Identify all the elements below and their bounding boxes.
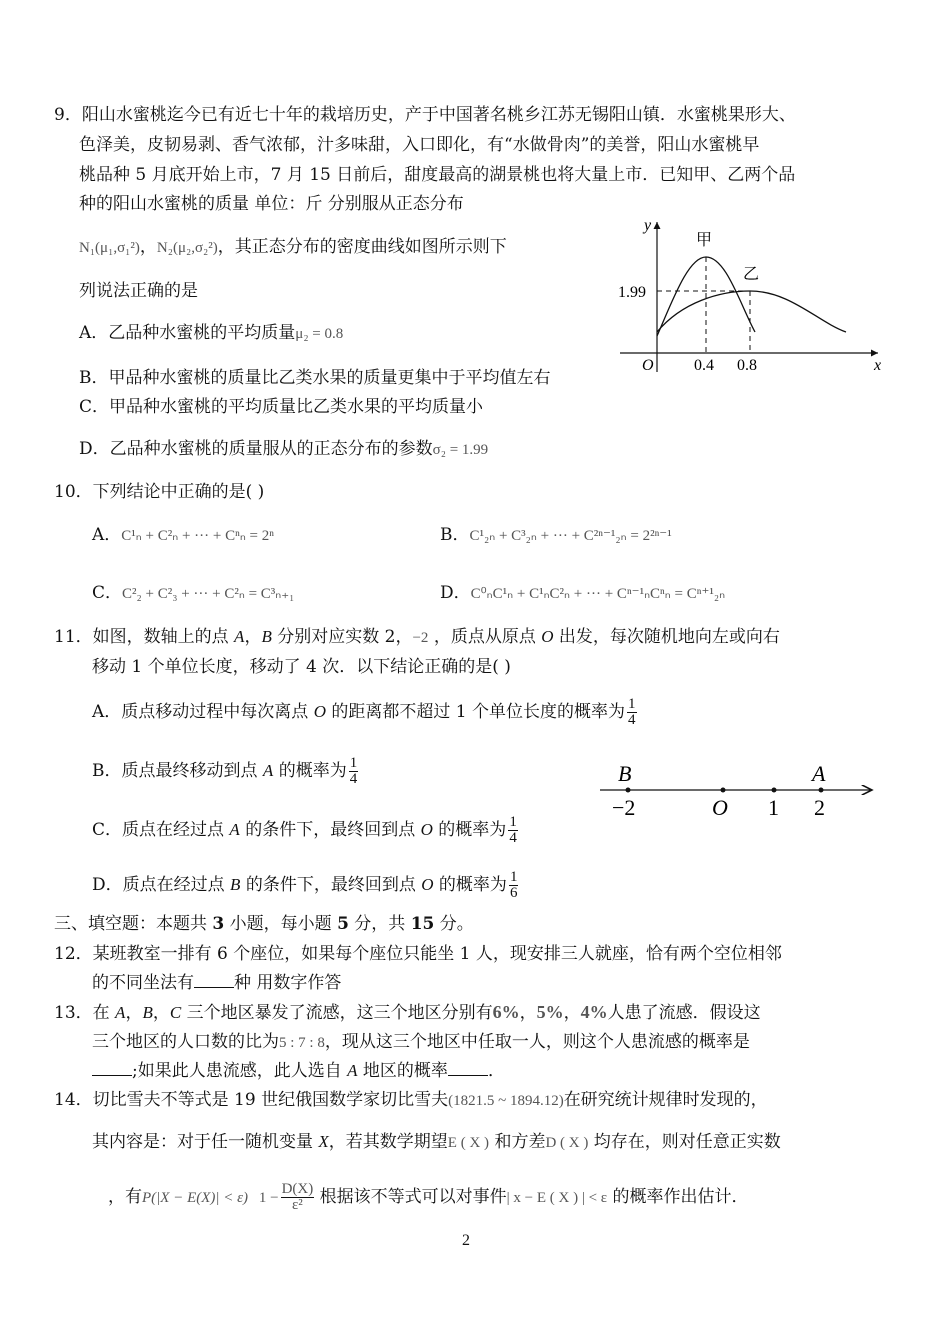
q10-option-a bbox=[92, 524, 274, 547]
q9-option-c: C．甲品种水蜜桃的平均质量比乙类水果的平均质量小 bbox=[79, 397, 484, 417]
q14-l2b: ，若其数学期望 bbox=[328, 1132, 448, 1152]
q13-p2: 5% bbox=[536, 1002, 564, 1022]
q9-option-d bbox=[79, 438, 488, 461]
q13-l2a: 三个地区的人口数的比为 bbox=[92, 1032, 279, 1052]
q14-X: X bbox=[318, 1132, 329, 1151]
q10-option-d bbox=[440, 582, 725, 605]
q14-line3 bbox=[108, 1182, 749, 1213]
q14-l1b: 在研究统计规律时发现的， bbox=[563, 1090, 768, 1110]
s3-n2: 5 bbox=[337, 914, 349, 934]
q14-event: | x − E ( X ) | < ε bbox=[506, 1190, 608, 1206]
q9-option-d-math: σ₂ = 1.99 bbox=[432, 442, 489, 458]
q14-ineq-num: D(X) bbox=[281, 1181, 314, 1197]
q13-line2 bbox=[92, 1031, 750, 1054]
q11-option-d bbox=[92, 870, 518, 901]
q12-line1: 12．某班教室一排有 6 个座位，如果每个座位只能坐 1 人，现安排三人就座，恰有两个空位相邻 bbox=[54, 944, 782, 964]
point-a-label: A bbox=[812, 761, 826, 786]
q12-l2b: 种 用数字作答 bbox=[234, 973, 342, 993]
page-number: 2 bbox=[462, 1232, 470, 1249]
x-tick-label-2: 0.8 bbox=[737, 357, 757, 374]
curve-1-label: 甲 bbox=[696, 232, 713, 249]
s3-c: 分，共 bbox=[348, 914, 411, 934]
q10-c-math: C²₂ + C²₃ + ··· + C²ₙ = C³ₙ₊₁ bbox=[122, 586, 295, 602]
q14-ineq-lhs: P(|X − E(X)| < ε) bbox=[142, 1190, 249, 1206]
q11-d-B: B bbox=[230, 875, 241, 894]
q10-b-math: C¹₂ₙ + C³₂ₙ + ··· + C²ⁿ⁻¹₂ₙ = 2²ⁿ⁻¹ bbox=[469, 528, 672, 544]
q11-option-c bbox=[92, 815, 518, 846]
q13-answer-blank-2[interactable] bbox=[448, 1061, 488, 1076]
q11-line2: 移动 1 个单位长度，移动了 4 次．以下结论正确的是( ) bbox=[92, 657, 511, 677]
q10-option-c bbox=[92, 582, 294, 605]
q11-option-b bbox=[92, 756, 358, 787]
x-axis-label: x bbox=[874, 357, 882, 374]
q9-line5 bbox=[79, 236, 507, 259]
tick-2: 2 bbox=[814, 795, 825, 820]
q13-p1: 6% bbox=[492, 1002, 520, 1022]
q11-d-text3: 的概率为 bbox=[433, 875, 507, 895]
q11-a-fraction bbox=[627, 697, 637, 728]
q10-a-math: C¹ₙ + C²ₙ + ··· + Cⁿₙ = 2ⁿ bbox=[121, 528, 274, 544]
q11-c-fraction bbox=[508, 815, 518, 846]
s3-n1: 3 bbox=[212, 914, 225, 934]
q11-b-fraction bbox=[349, 756, 359, 787]
q9-line3: 桃品种 5 月底开始上市，7 月 15 日前后，甜度最高的湖景桃也将大量上市．已知甲、乙两个品 bbox=[79, 165, 796, 185]
q13-l3-A: A bbox=[347, 1061, 358, 1080]
number-line-figure bbox=[596, 755, 882, 825]
q13-l1c: 人患了流感．假设这 bbox=[607, 1003, 761, 1023]
q11-B: B bbox=[261, 627, 272, 646]
point-b-dot bbox=[626, 788, 631, 793]
q11-l1c: ，质点从原点 bbox=[428, 627, 542, 647]
origin-label: O bbox=[642, 357, 654, 374]
q11-l1b: 分别对应实数 2， bbox=[271, 627, 413, 647]
s3-n3: 15 bbox=[410, 914, 435, 934]
q11-comma: ， bbox=[244, 627, 262, 647]
q9-dist2: N₂(μ₂,σ₂²) bbox=[156, 240, 218, 256]
q14-l3c: 的概率作出估计． bbox=[607, 1187, 749, 1207]
q14-l2d: 均存在，则对任意正实数 bbox=[588, 1132, 781, 1152]
q13-l3c: ． bbox=[487, 1061, 505, 1081]
q9-option-a-text: A．乙品种水蜜桃的平均质量 bbox=[79, 323, 296, 343]
q11-a-den: 4 bbox=[628, 712, 636, 728]
q10-a-label: A． bbox=[92, 525, 122, 545]
q11-b-A: A bbox=[262, 761, 274, 780]
q9-option-b: B．甲品种水蜜桃的质量比乙类水果的质量更集中于平均值左右 bbox=[79, 368, 551, 388]
section-3-heading bbox=[54, 913, 474, 935]
tick-neg2: −2 bbox=[612, 795, 636, 820]
q12-answer-blank[interactable] bbox=[194, 973, 234, 988]
q9-line1: 9．阳山水蜜桃迄今已有近七十年的栽培历史，产于中国著名桃乡江苏无锡阳山镇．水蜜桃果形大、 bbox=[54, 105, 796, 125]
q9-option-a-math: μ₂ = 0.8 bbox=[295, 326, 344, 342]
curve-2-label: 乙 bbox=[743, 266, 760, 283]
q13-p3: 4% bbox=[580, 1002, 608, 1022]
q11-b-num: 1 bbox=[349, 755, 358, 771]
q11-c-A: A bbox=[229, 820, 240, 839]
q11-b-text1: B．质点最终移动到点 bbox=[92, 761, 263, 781]
q13-answer-blank-1[interactable] bbox=[92, 1061, 132, 1076]
q11-d-den: 6 bbox=[509, 885, 518, 901]
point-o-dot bbox=[721, 788, 726, 793]
q13-line3 bbox=[92, 1060, 505, 1082]
s3-b: 小题，每小题 bbox=[224, 914, 338, 934]
q13-ratio: 5 : 7 : 8 bbox=[279, 1035, 325, 1051]
q11-a-text2: 的距离都不超过 1 个单位长度的概率为 bbox=[325, 702, 625, 722]
q9-dist1: N₁(μ₁,σ₁²) bbox=[79, 240, 140, 256]
q14-l2a: 其内容是：对于任一随机变量 bbox=[92, 1132, 319, 1152]
q10-d-math: C⁰ₙC¹ₙ + C¹ₙC²ₙ + ··· + Cⁿ⁻¹ₙCⁿₙ = Cⁿ⁺¹₂ₙ bbox=[470, 586, 726, 602]
tick-1: 1 bbox=[768, 795, 779, 820]
point-1-dot bbox=[772, 788, 777, 793]
q11-l1d: 出发，每次随机地向左或向右 bbox=[553, 627, 780, 647]
q11-O: O bbox=[541, 627, 554, 646]
q13-line1: 13．在 A，B，C 三个地区暴发了流感，这三个地区分别有6%，5%，4%人患了流感．假设这 bbox=[54, 1002, 761, 1023]
s3-d: 分。 bbox=[434, 914, 474, 934]
q11-line1 bbox=[54, 626, 780, 649]
q13-l3a: ;如果此人患流感，此人选自 bbox=[132, 1061, 348, 1081]
q11-l1a: 11．如图，数轴上的点 bbox=[54, 627, 235, 647]
q14-EX: E ( X ) bbox=[447, 1135, 490, 1151]
q11-d-num: 1 bbox=[509, 869, 518, 885]
q14-ineq-fraction bbox=[281, 1182, 315, 1213]
q11-b-text2: 的概率为 bbox=[273, 761, 347, 781]
y-tick-label: 1.99 bbox=[618, 284, 646, 301]
q11-A: A bbox=[234, 627, 245, 646]
q10-d-label: D． bbox=[440, 583, 471, 603]
q14-l3a: ，有 bbox=[108, 1187, 142, 1207]
q11-option-a bbox=[92, 697, 637, 728]
q13-l1b: 三个地区暴发了流感，这三个地区分别有 bbox=[181, 1003, 493, 1023]
q10-b-label: B． bbox=[440, 525, 470, 545]
q9-line4: 种的阳山水蜜桃的质量 单位：斤 分别服从正态分布 bbox=[79, 194, 464, 214]
q11-a-O: O bbox=[313, 702, 326, 721]
q14-years: (1821.5 ~ 1894.12) bbox=[448, 1093, 564, 1109]
q11-c-text3: 的概率为 bbox=[432, 820, 507, 840]
q9-line5-text: ，其正态分布的密度曲线如图所示则下 bbox=[217, 237, 507, 257]
q10-stem: 10．下列结论中正确的是( ) bbox=[54, 482, 265, 502]
q14-DX: D ( X ) bbox=[545, 1135, 589, 1151]
q11-a-text1: A．质点移动过程中每次离点 bbox=[92, 702, 314, 722]
q12-l2a: 的不同坐法有 bbox=[92, 973, 194, 993]
q11-d-text1: D．质点在经过点 bbox=[92, 875, 231, 895]
q12-line2 bbox=[92, 972, 341, 994]
y-axis-label: y bbox=[644, 217, 652, 234]
q14-l2c: 和方差 bbox=[489, 1132, 546, 1152]
q11-c-text2: 的条件下，最终回到点 bbox=[239, 820, 421, 840]
point-b-label: B bbox=[618, 761, 632, 786]
q11-c-text1: C．质点在经过点 bbox=[92, 820, 230, 840]
q9-sep: ， bbox=[139, 237, 157, 257]
q13-A: A bbox=[115, 1003, 126, 1022]
q10-option-b bbox=[440, 524, 672, 547]
q9-line2: 色泽美，皮韧易剥、香气浓郁，汁多味甜，入口即化，有“水做骨肉”的美誉，阳山水蜜桃早 bbox=[79, 135, 760, 155]
q11-d-fraction bbox=[509, 870, 519, 901]
q13-B: B bbox=[142, 1003, 153, 1022]
q9-option-a bbox=[79, 322, 343, 345]
q11-b-den: 4 bbox=[349, 771, 358, 787]
normal-density-graph bbox=[610, 212, 890, 382]
q9-line6: 列说法正确的是 bbox=[79, 281, 198, 301]
q13-l2b: ，现从这三个地区中任取一人，则这个人患流感的概率是 bbox=[324, 1032, 750, 1052]
q14-l3b: 根据该不等式可以对事件 bbox=[319, 1187, 507, 1207]
q13-l3b: 地区的概率 bbox=[357, 1061, 448, 1081]
q11-c-num: 1 bbox=[509, 814, 517, 830]
q11-d-O: O bbox=[421, 875, 434, 894]
q13-C: C bbox=[169, 1003, 182, 1022]
q14-l1a: 14．切比雪夫不等式是 19 世纪俄国数学家切比雪夫 bbox=[54, 1090, 449, 1110]
tick-o: O bbox=[712, 795, 728, 820]
q11-d-text2: 的条件下，最终回到点 bbox=[240, 875, 422, 895]
q11-neg2: −2 bbox=[412, 630, 429, 646]
s3-a: 三、填空题：本题共 bbox=[54, 914, 213, 934]
q10-c-label: C． bbox=[92, 583, 123, 603]
x-tick-label-1: 0.4 bbox=[694, 357, 714, 374]
q13-l1a: 13．在 bbox=[54, 1003, 116, 1023]
q11-c-O: O bbox=[420, 820, 433, 839]
q14-line2 bbox=[92, 1131, 781, 1154]
q14-line1 bbox=[54, 1089, 768, 1112]
q11-a-num: 1 bbox=[628, 696, 636, 712]
point-a-dot bbox=[819, 788, 824, 793]
q14-ineq-rhs: 1 − bbox=[258, 1190, 279, 1206]
q14-ineq-den: ε² bbox=[292, 1197, 303, 1213]
q11-c-den: 4 bbox=[509, 830, 517, 846]
q9-option-d-text: D．乙品种水蜜桃的质量服从的正态分布的参数 bbox=[79, 439, 433, 459]
